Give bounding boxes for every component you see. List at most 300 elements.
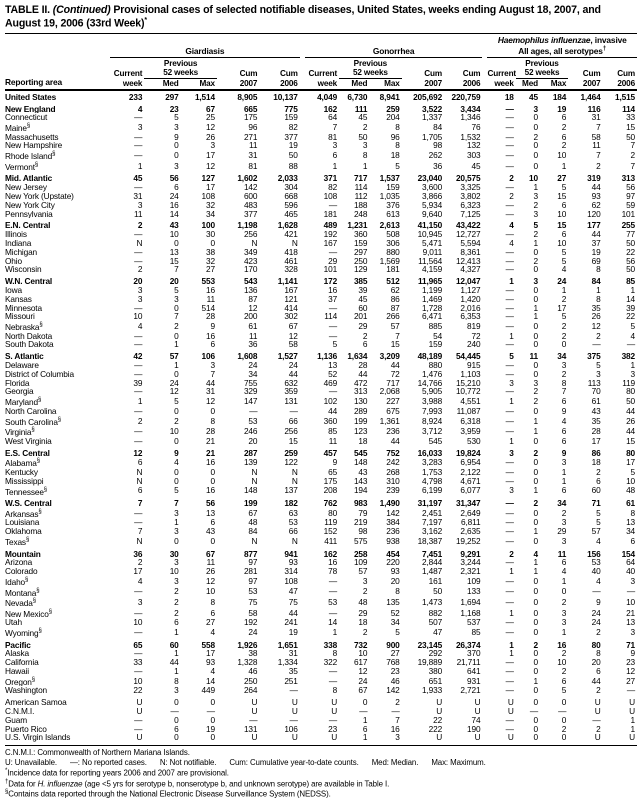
value-cell: 6 [210, 340, 215, 350]
table-title-continued: (Continued) [52, 4, 111, 16]
value-cell: 1,103 [460, 369, 481, 379]
value-cell: 6 [210, 607, 215, 618]
star-marker: * [5, 768, 8, 775]
value-cell: 17 [626, 457, 635, 468]
value-cell: 1,420 [460, 294, 481, 304]
value-cell: 236 [386, 527, 400, 537]
empty-cell [259, 58, 299, 69]
table-row [5, 295, 637, 304]
value-cell: 3 [174, 686, 179, 696]
value-cell: 35 [591, 415, 601, 426]
value-cell: 30 [169, 548, 179, 559]
value-cell: 199 [243, 498, 258, 508]
value-cell: 0 [174, 303, 179, 313]
value-cell: — [505, 303, 514, 313]
reporting-area-cell: North Dakota [5, 331, 53, 341]
52-weeks-label: 52 weeks [144, 68, 217, 78]
value-cell: 4,159 [422, 265, 443, 275]
value-cell: 4,049 [317, 91, 338, 102]
value-cell: 19 [206, 724, 215, 734]
value-cell: 219 [353, 518, 368, 528]
value-cell: 36 [433, 160, 443, 171]
footnote-definition: —: No reported cases. [70, 758, 147, 768]
value-cell: 39 [133, 378, 143, 388]
value-cell: 12,047 [455, 276, 481, 286]
value-cell: 1,487 [422, 567, 443, 576]
value-cell: 36 [133, 548, 143, 559]
value-cell: 665 [243, 103, 258, 114]
value-cell: 2 [362, 122, 368, 132]
value-cell: 3 [561, 618, 567, 628]
table-row [5, 468, 637, 477]
value-cell: 4 [596, 575, 601, 586]
value-cell: — [328, 200, 338, 210]
value-cell: 10 [133, 675, 143, 686]
value-cell: 0 [174, 536, 179, 546]
value-cell: 250 [243, 675, 258, 686]
value-cell: 3 [533, 103, 538, 114]
value-cell: 162 [323, 548, 338, 559]
week-label: week [110, 78, 144, 90]
table-row [5, 733, 637, 745]
value-cell: 12,727 [455, 230, 481, 239]
value-cell: 3 [533, 191, 538, 201]
value-cell: 20,575 [455, 173, 481, 184]
value-cell: 106 [284, 724, 298, 734]
value-cell: 303 [467, 150, 481, 161]
value-cell: 53 [248, 415, 258, 426]
current-label: Current [308, 68, 338, 78]
value-cell: 48 [358, 597, 368, 607]
value-cell: 23 [328, 724, 338, 734]
value-cell: 152 [323, 527, 338, 537]
value-cell: — [505, 387, 514, 397]
value-cell: 3 [533, 276, 538, 286]
value-cell: 28 [206, 312, 215, 322]
value-cell: 13 [206, 507, 215, 518]
value-cell: 255 [621, 220, 635, 231]
value-cell: 87 [390, 303, 400, 313]
value-cell: — [505, 122, 514, 132]
value-cell: 2,649 [460, 507, 481, 518]
value-cell: 6 [561, 558, 567, 568]
value-cell: 31 [206, 387, 215, 397]
value-cell: 72 [471, 331, 481, 341]
value-cell: 0 [561, 733, 567, 743]
value-cell: 6 [210, 518, 215, 528]
value-cell: — [505, 415, 514, 426]
value-cell: 18,387 [417, 536, 443, 546]
value-cell: 98 [433, 141, 443, 151]
value-cell: 14,766 [417, 378, 443, 388]
value-cell: — [505, 597, 514, 607]
reporting-area-cell: Iowa [5, 285, 22, 295]
value-cell: 5,905 [422, 387, 443, 397]
value-cell: 6,318 [460, 415, 481, 426]
reporting-area-cell: Arkansas§ [5, 508, 42, 519]
value-cell: 44 [328, 406, 338, 416]
value-cell: 418 [284, 247, 298, 257]
value-cell: — [249, 406, 258, 416]
value-cell: 2 [630, 150, 635, 161]
value-cell: — [505, 457, 514, 468]
value-cell: 130 [353, 396, 368, 407]
value-cell: 3 [174, 527, 179, 537]
value-cell: 17 [557, 303, 567, 313]
value-cell: 24 [358, 675, 368, 686]
value-cell: 12 [206, 160, 215, 171]
value-cell: — [505, 132, 514, 142]
value-cell: 6 [561, 436, 567, 446]
value-cell: 10 [626, 476, 635, 486]
value-cell: U [251, 706, 258, 716]
value-cell: 6,323 [460, 200, 481, 210]
value-cell: 6 [174, 183, 179, 192]
value-cell: — [134, 649, 143, 659]
value-cell: 42 [133, 351, 143, 362]
value-cell: U [331, 706, 338, 716]
value-cell: 81 [328, 132, 338, 142]
value-cell: 86 [390, 294, 400, 304]
footnote-star-text: Incidence data for reporting years 2006 and 2007 are provisional. [7, 768, 229, 778]
value-cell: U [136, 733, 143, 743]
value-cell: 6,471 [422, 312, 443, 322]
value-cell: 241 [284, 618, 298, 628]
value-cell: 114 [354, 183, 368, 192]
value-cell: 9 [210, 321, 215, 331]
value-cell: 58 [288, 340, 298, 350]
value-cell: 3 [332, 141, 338, 151]
value-cell: 2 [596, 627, 601, 637]
value-cell: 3 [174, 507, 179, 518]
reporting-area-cell: E.N. Central [5, 220, 51, 231]
value-cell: 170 [243, 265, 258, 275]
value-cell: 46 [248, 666, 258, 676]
value-cell: 109 [467, 575, 481, 586]
table-row [5, 312, 637, 321]
value-cell: 40 [626, 567, 635, 576]
value-cell: 200 [243, 312, 258, 322]
value-cell: U [629, 733, 635, 743]
value-cell: 668 [284, 191, 298, 201]
reporting-area-cell: Florida [5, 378, 30, 388]
value-cell: 20 [133, 276, 143, 286]
table-row [5, 567, 637, 576]
value-cell: 371 [323, 173, 338, 184]
reporting-area-cell: New Hampshire [5, 141, 63, 151]
value-cell: 0 [174, 436, 179, 446]
value-cell: — [134, 627, 143, 637]
reporting-area-cell: New Jersey [5, 183, 47, 192]
value-cell: 11,087 [456, 406, 481, 416]
value-cell: 50 [626, 396, 635, 407]
value-cell: 328 [284, 265, 298, 275]
value-cell: 5 [630, 467, 635, 477]
reporting-area-cell: S. Atlantic [5, 351, 44, 362]
value-cell: 931 [467, 675, 481, 686]
table-row [5, 695, 637, 707]
value-cell: 2 [561, 331, 567, 341]
footnote-section-text: Contains data reported through the National Electronic Disease Surveillance System (NEDSS). [8, 789, 331, 799]
value-cell: 8 [596, 294, 601, 304]
value-cell: 2 [509, 191, 514, 201]
value-cell: 641 [467, 666, 481, 676]
value-cell: — [505, 321, 514, 331]
haemophilus-name-rest: , invasive [590, 34, 627, 45]
value-cell: — [328, 586, 338, 597]
value-cell: 26,374 [455, 639, 481, 650]
value-cell: 4 [174, 457, 179, 468]
value-cell: N [291, 476, 298, 486]
value-cell: 1,199 [422, 285, 443, 295]
value-cell: 2 [561, 507, 567, 518]
reporting-area-cell: Texas§ [5, 536, 30, 547]
value-cell: 10 [557, 150, 567, 161]
value-cell: — [505, 575, 514, 586]
value-cell: 40 [591, 567, 601, 576]
table-row [5, 161, 637, 172]
value-cell: 0 [174, 331, 179, 341]
value-cell: 5 [596, 361, 601, 370]
value-cell: 93 [591, 191, 601, 201]
value-cell: 6 [174, 618, 179, 628]
value-cell: 24 [591, 618, 601, 628]
footnote-section [5, 789, 637, 799]
value-cell: 15 [557, 191, 567, 201]
table-row [5, 477, 637, 486]
value-cell: 1 [509, 331, 514, 341]
value-cell: 0 [533, 457, 538, 468]
value-cell: 16 [206, 331, 215, 341]
reporting-area-cell: Louisiana [5, 518, 40, 528]
value-cell: 1 [332, 627, 338, 637]
value-cell: 4,551 [460, 396, 481, 407]
value-cell: U [136, 706, 143, 716]
value-cell: 250 [353, 256, 368, 266]
table-row [5, 446, 637, 458]
value-cell: 3 [630, 575, 635, 586]
value-cell: 12 [248, 303, 258, 313]
value-cell: 18 [390, 150, 400, 161]
value-cell: 3,325 [460, 183, 481, 192]
value-cell: 3 [137, 597, 143, 607]
value-cell: 6 [596, 666, 601, 676]
year-2007-label: 2007 [217, 78, 259, 90]
value-cell: 2 [561, 666, 567, 676]
value-cell: U [594, 706, 601, 716]
reporting-area-cell: C.N.M.I. [5, 706, 35, 716]
value-cell: 0 [533, 113, 538, 123]
value-cell: 96 [390, 132, 400, 142]
value-cell: 1 [362, 715, 368, 725]
table-row [5, 437, 637, 446]
value-cell: 6 [362, 724, 368, 734]
value-cell: 3 [174, 294, 179, 304]
value-cell: — [505, 312, 514, 322]
value-cell: 768 [386, 658, 400, 667]
value-cell: 8 [174, 675, 179, 686]
value-cell: 16,033 [417, 447, 443, 458]
footnote-definitions [5, 758, 637, 767]
reporting-area-cell: Pacific [5, 639, 31, 650]
value-cell: 1,334 [277, 658, 298, 667]
value-cell: 314 [284, 567, 298, 576]
value-cell: 66 [288, 527, 298, 537]
reporting-area-cell: E.S. Central [5, 447, 50, 458]
value-cell: 76 [471, 122, 481, 132]
value-cell: 5,934 [422, 200, 443, 210]
value-cell: 2,613 [379, 220, 400, 231]
value-cell: 8 [596, 265, 601, 275]
value-cell: 5 [561, 256, 567, 266]
value-cell: 21,711 [456, 658, 481, 667]
value-cell: 0 [533, 658, 538, 667]
value-cell: 16 [206, 457, 215, 468]
value-cell: — [391, 706, 400, 716]
value-cell: — [505, 675, 514, 686]
value-cell: — [505, 426, 514, 437]
value-cell: 0 [533, 518, 538, 528]
value-cell: 84 [591, 276, 601, 286]
value-cell: 7 [596, 122, 601, 132]
value-cell: 2,635 [460, 527, 481, 537]
value-cell: 1,753 [422, 467, 443, 477]
value-cell: 1,628 [277, 220, 298, 231]
value-cell: 45 [529, 91, 538, 102]
value-cell: 6,077 [460, 485, 481, 496]
value-cell: 3 [509, 378, 514, 388]
value-cell: 4 [561, 265, 567, 275]
value-cell: 27 [206, 265, 215, 275]
value-cell: 5 [395, 160, 400, 171]
value-cell: — [505, 536, 514, 546]
value-cell: U [629, 697, 635, 707]
value-cell: 154 [621, 548, 635, 559]
empty-cell [444, 58, 482, 69]
value-cell: 15 [169, 256, 179, 266]
value-cell: 2 [174, 607, 179, 618]
value-cell: 137 [284, 485, 298, 496]
value-cell: 11 [529, 351, 538, 362]
value-cell: 1 [533, 183, 538, 192]
value-cell: 512 [386, 276, 400, 286]
value-cell: 370 [467, 649, 481, 659]
value-cell: 0 [174, 141, 179, 151]
value-cell: 161 [428, 575, 443, 586]
value-cell: 3 [174, 558, 179, 568]
reporting-area-cell: Ohio [5, 256, 22, 266]
footnote-definition: N: Not notifiable. [159, 758, 217, 768]
value-cell: 0 [174, 406, 179, 416]
value-cell: 136 [243, 285, 258, 295]
table-row [5, 171, 637, 183]
value-cell: 0 [533, 686, 538, 696]
value-cell: 543 [243, 276, 258, 286]
value-cell: 96 [248, 122, 258, 132]
value-cell: 11 [249, 141, 258, 151]
reporting-area-cell: Rhode Island§ [5, 151, 56, 161]
value-cell: — [505, 467, 514, 477]
value-cell: 18 [591, 457, 601, 468]
value-cell: 287 [243, 447, 258, 458]
table-row [5, 304, 637, 313]
value-cell: 8 [362, 150, 368, 161]
value-cell: — [505, 340, 514, 350]
value-cell: 29 [358, 321, 368, 331]
value-cell: 21 [206, 447, 215, 458]
value-cell: 3 [210, 141, 215, 151]
value-cell: — [249, 715, 258, 725]
value-cell: 20 [390, 575, 400, 586]
value-cell: U [436, 697, 443, 707]
footnote-dagger [5, 779, 637, 789]
empty-cell [110, 58, 144, 69]
value-cell: 3 [174, 160, 179, 171]
value-cell: 297 [165, 91, 179, 102]
value-cell: 62 [390, 285, 400, 295]
value-cell: — [505, 476, 514, 486]
value-cell: 297 [353, 247, 368, 257]
value-cell: 2 [561, 141, 567, 151]
value-cell: 3,162 [422, 527, 443, 537]
value-cell: 7 [630, 160, 635, 171]
value-cell: 106 [201, 351, 215, 362]
value-cell: 1 [174, 649, 179, 659]
table-row [5, 686, 637, 695]
value-cell: 2 [596, 686, 601, 696]
value-cell: — [134, 247, 143, 257]
value-cell: 3 [362, 141, 368, 151]
value-cell: 0 [210, 238, 215, 248]
value-cell: 108 [284, 575, 298, 586]
value-cell: 38 [206, 247, 215, 257]
table-row [5, 638, 637, 650]
value-cell: 717 [386, 378, 400, 388]
value-cell: — [505, 498, 514, 508]
value-cell: 1 [561, 160, 567, 171]
value-cell: 120 [587, 209, 601, 219]
table-row [5, 396, 637, 407]
table-row [5, 496, 637, 508]
value-cell: 0 [533, 160, 538, 171]
week-label: week [305, 78, 339, 90]
value-cell: 2 [533, 256, 538, 266]
value-cell: 97 [626, 191, 635, 201]
value-cell: 5,594 [460, 238, 481, 248]
value-cell: 72 [390, 369, 400, 379]
value-cell: 1 [630, 361, 635, 370]
value-cell: 19 [288, 627, 298, 637]
value-cell: 33 [626, 113, 635, 123]
value-cell: 2 [561, 724, 567, 734]
value-cell: 2,721 [460, 686, 481, 696]
value-cell: 0 [561, 697, 567, 707]
value-cell: 613 [386, 209, 400, 219]
value-cell: 50 [433, 586, 443, 597]
value-cell: 2 [596, 331, 601, 341]
value-cell: 4 [210, 627, 215, 637]
reporting-area-cell: Minnesota [5, 303, 42, 313]
value-cell: 0 [561, 715, 567, 725]
value-cell: 93 [206, 658, 215, 667]
value-cell: 142 [243, 183, 258, 192]
value-cell: 1 [533, 426, 538, 437]
reporting-area-cell: Tennessee§ [5, 486, 47, 497]
value-cell: 1,464 [580, 91, 601, 102]
value-cell: 148 [353, 457, 368, 468]
reporting-area-cell: United States [5, 91, 57, 102]
value-cell: 2,844 [422, 558, 443, 568]
